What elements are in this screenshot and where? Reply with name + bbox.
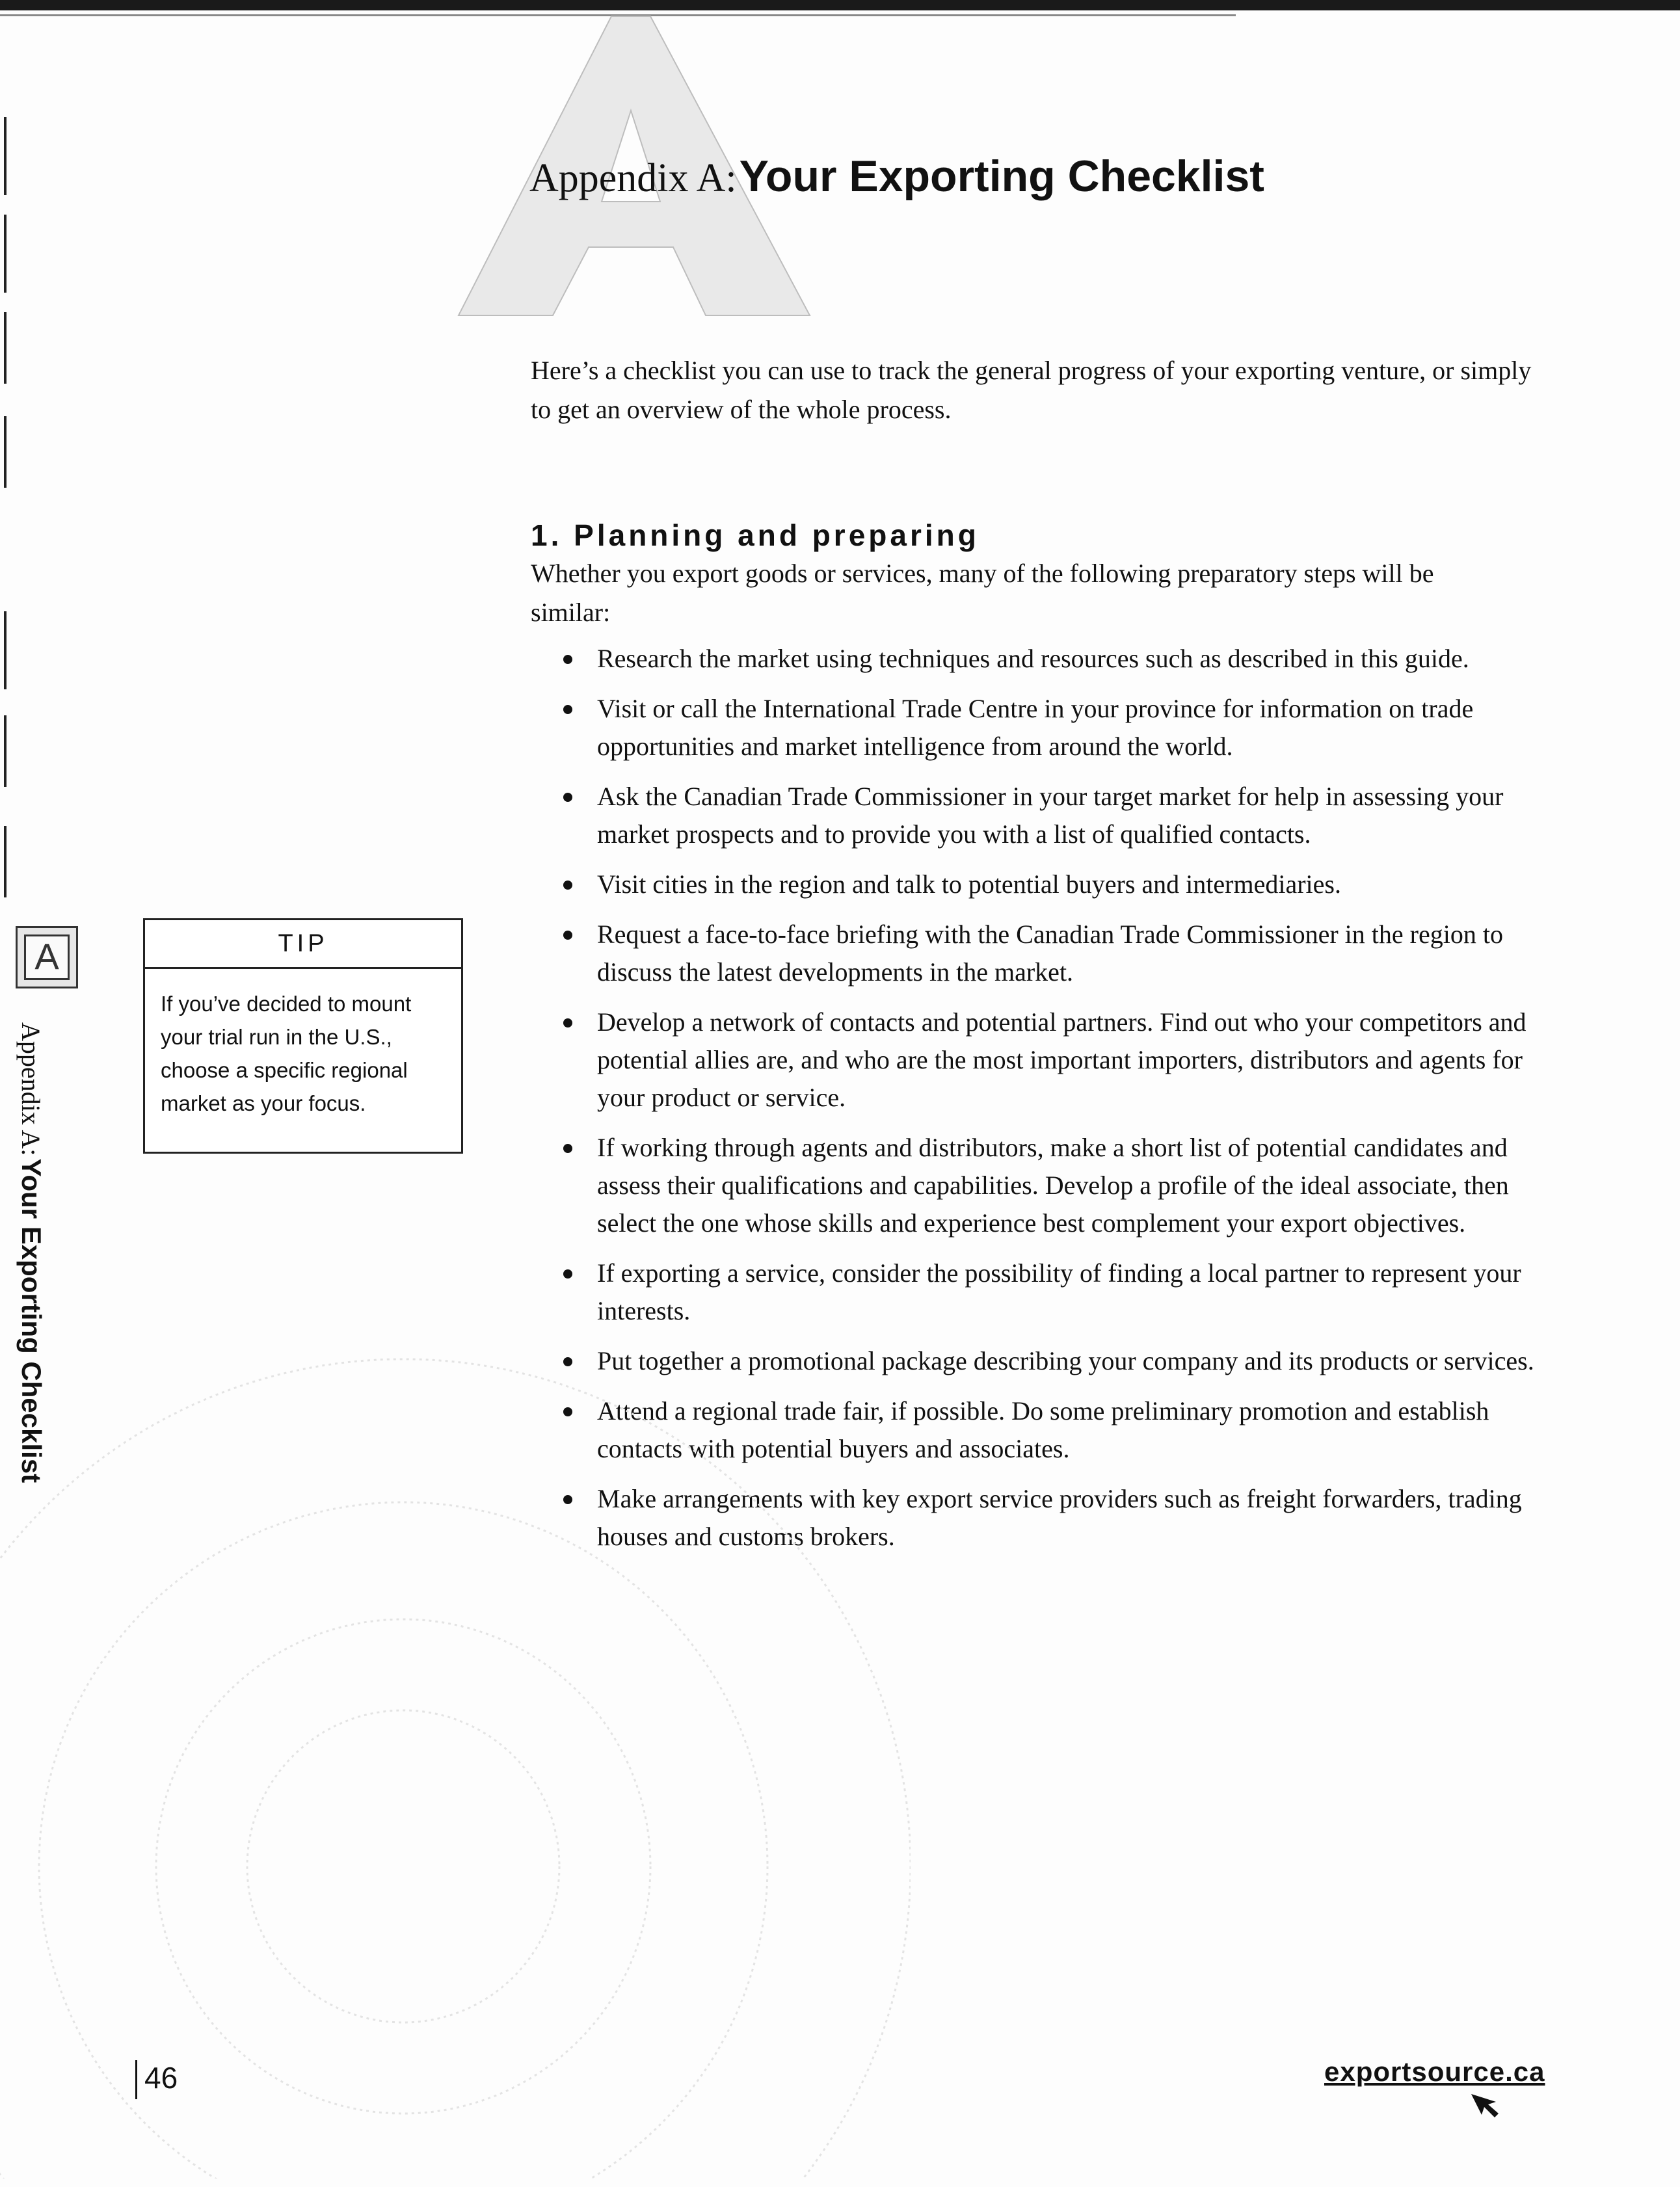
- checklist-item-text: Visit cities in the region and talk to potential buyers and intermediaries.: [597, 869, 1341, 899]
- scan-mark: [4, 215, 7, 293]
- checklist-item-text: Ask the Canadian Trade Commissioner in your target market for help in assessing your market prospects and to provide you with a list of qualified contacts.: [597, 782, 1504, 849]
- section-lead: Whether you export goods or services, many of the following preparatory steps will be similar:: [531, 559, 1434, 627]
- scan-mark: [4, 826, 7, 897]
- bullet-icon: [563, 793, 572, 802]
- page-title-main: Your Exporting Checklist: [739, 152, 1264, 201]
- checklist-item-text: Request a face-to-face briefing with the Canadian Trade Commissioner in the region to discuss the latest developments in the market.: [597, 920, 1503, 987]
- checklist-item: [563, 916, 1539, 991]
- page-title: [529, 151, 1264, 202]
- checklist-item: [563, 1003, 1539, 1117]
- side-tab-main: Your Exporting Checklist: [16, 1158, 47, 1483]
- checklist-item: [563, 778, 1539, 853]
- intro-paragraph: Here’s a checklist you can use to track the general progress of your exporting venture, or simply to get an overview of the whole process.: [531, 356, 1532, 424]
- site-url-link[interactable]: exportsource.ca: [1324, 2056, 1545, 2087]
- appendix-badge-letter: A: [24, 934, 70, 980]
- checklist-item-text: Research the market using techniques and resources such as described in this guide.: [597, 644, 1469, 673]
- tip-box: [143, 918, 463, 1154]
- section-heading: 1. Planning and preparing: [531, 518, 980, 552]
- bullet-icon: [563, 655, 572, 664]
- checklist-item-text: If working through agents and distributors, make a short list of potential candidates and assess their qualifications and capabilities. Develop a profile of the ideal associate, then select the one whose skills and experience best complement your export objectives.: [597, 1133, 1509, 1238]
- scan-mark: [4, 117, 7, 195]
- decorative-circles: [0, 1333, 911, 2182]
- checklist-item: [563, 1129, 1539, 1242]
- scan-mark: [4, 715, 7, 787]
- bullet-icon: [563, 881, 572, 890]
- bullet-icon: [563, 1144, 572, 1153]
- tip-header: TIP: [145, 920, 461, 969]
- checklist-item-text: If exporting a service, consider the possibility of finding a local partner to represent your interests.: [597, 1258, 1521, 1325]
- scan-mark: [4, 416, 7, 488]
- scan-mark: [4, 312, 7, 384]
- tip-body: If you’ve decided to mount your trial run in the U.S., choose a specific regional market as your focus.: [161, 992, 412, 1115]
- checklist-item: [563, 1254, 1539, 1330]
- page-title-prefix: Appendix A:: [529, 156, 737, 200]
- checklist-item-text: Make arrangements with key export service providers such as freight forwarders, trading houses and customs brokers.: [597, 1484, 1522, 1551]
- bullet-icon: [563, 1269, 572, 1279]
- checklist-item-text: Attend a regional trade fair, if possible. Do some preliminary promotion and establish contacts with potential buyers and associates.: [597, 1396, 1489, 1463]
- checklist-item-text: Put together a promotional package describing your company and its products or services.: [597, 1346, 1534, 1375]
- side-tab-prefix: Appendix A:: [16, 1022, 46, 1156]
- top-rule: [0, 0, 1680, 10]
- checklist-item: [563, 866, 1539, 903]
- bullet-icon: [563, 1018, 572, 1027]
- checklist-item: [563, 640, 1539, 678]
- checklist-item-text: Develop a network of contacts and potential partners. Find out who your competitors and potential allies are, and who are the most important importers, distributors and agents for your product or service.: [597, 1007, 1527, 1112]
- scan-mark: [4, 611, 7, 689]
- page-number: 46: [144, 2061, 178, 2095]
- checklist-item: [563, 690, 1539, 765]
- mouse-pointer-icon: [1469, 2091, 1504, 2130]
- bullet-icon: [563, 705, 572, 714]
- appendix-badge: [16, 926, 78, 988]
- checklist-item-text: Visit or call the International Trade Centre in your province for information on trade opportunities and market intelligence from around the world.: [597, 694, 1474, 761]
- bullet-icon: [563, 931, 572, 940]
- page-number-bar: [135, 2060, 137, 2099]
